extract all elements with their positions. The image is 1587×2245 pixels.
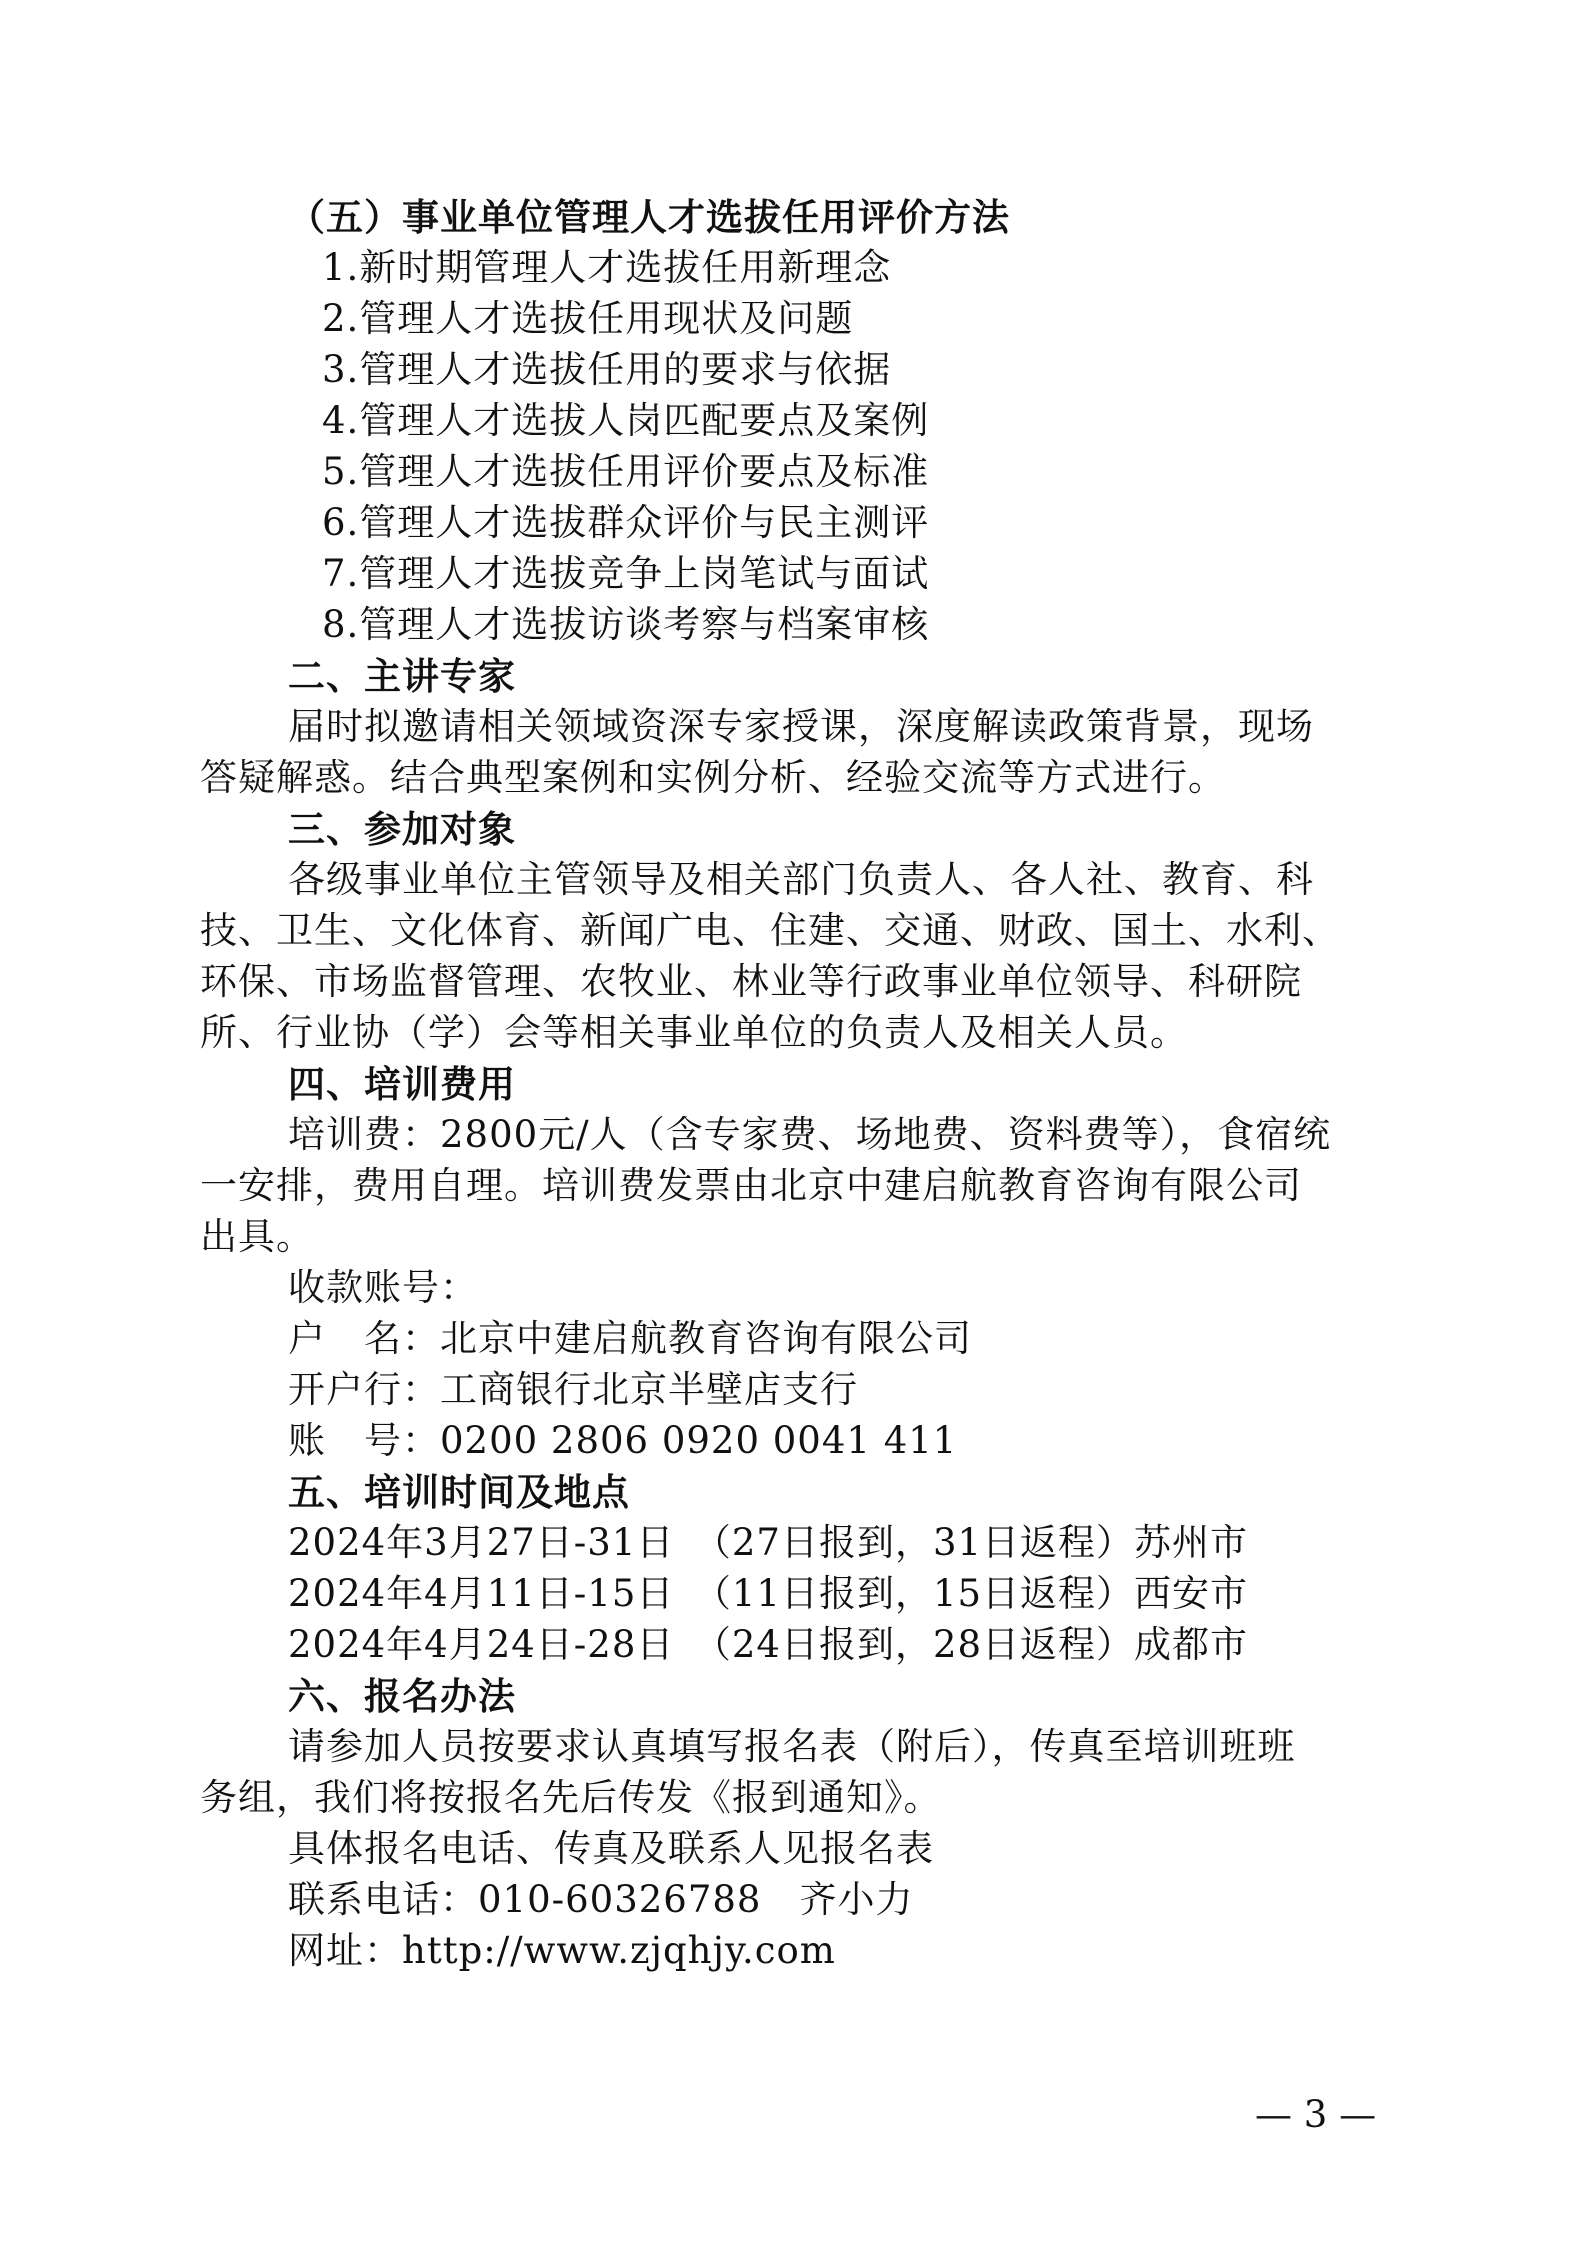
schedule-heading: 五、培训时间及地点 bbox=[288, 1470, 630, 1514]
registration-paragraph-line: 请参加人员按要求认真填写报名表（附后），传真至培训班班 bbox=[288, 1725, 1296, 1768]
registration-note: 具体报名电话、传真及联系人见报名表 bbox=[288, 1827, 934, 1870]
account-title: 收款账号： bbox=[288, 1266, 478, 1309]
page-number: — 3 — bbox=[1255, 2093, 1377, 2136]
list-item: 6.管理人才选拔群众评价与民主测评 bbox=[322, 501, 930, 544]
participants-paragraph-line: 技、卫生、文化体育、新闻广电、住建、交通、财政、国土、水利、 bbox=[200, 909, 1340, 952]
experts-paragraph-line: 届时拟邀请相关领域资深专家授课，深度解读政策背景，现场 bbox=[288, 705, 1314, 748]
list-item: 5.管理人才选拔任用评价要点及标准 bbox=[322, 450, 930, 493]
section5-heading: （五）事业单位管理人才选拔任用评价方法 bbox=[288, 195, 1010, 239]
schedule-row: 2024年3月27日-31日 （27日报到，31日返程）苏州市 bbox=[288, 1521, 1249, 1564]
schedule-row: 2024年4月11日-15日 （11日报到，15日返程）西安市 bbox=[288, 1572, 1249, 1615]
list-item: 2.管理人才选拔任用现状及问题 bbox=[322, 297, 854, 340]
list-item: 7.管理人才选拔竞争上岗笔试与面试 bbox=[322, 552, 930, 595]
participants-paragraph-line: 所、行业协（学）会等相关事业单位的负责人及相关人员。 bbox=[200, 1011, 1188, 1054]
account-name: 户 名：北京中建启航教育咨询有限公司 bbox=[288, 1317, 972, 1360]
registration-heading: 六、报名办法 bbox=[288, 1674, 516, 1718]
account-number: 账 号：0200 2806 0920 0041 411 bbox=[288, 1419, 958, 1462]
bank-name: 开户行：工商银行北京半壁店支行 bbox=[288, 1368, 858, 1411]
list-item: 1.新时期管理人才选拔任用新理念 bbox=[322, 246, 892, 289]
participants-paragraph-line: 各级事业单位主管领导及相关部门负责人、各人社、教育、科 bbox=[288, 858, 1314, 901]
participants-paragraph-line: 环保、市场监督管理、农牧业、林业等行政事业单位领导、科研院 bbox=[200, 960, 1302, 1003]
website-link[interactable]: 网址：http://www.zjqhjy.com bbox=[288, 1929, 836, 1972]
list-item: 8.管理人才选拔访谈考察与档案审核 bbox=[322, 603, 930, 646]
fees-paragraph-line: 一安排，费用自理。培训费发票由北京中建启航教育咨询有限公司 bbox=[200, 1164, 1302, 1207]
experts-paragraph-line: 答疑解惑。结合典型案例和实例分析、经验交流等方式进行。 bbox=[200, 756, 1226, 799]
experts-heading: 二、主讲专家 bbox=[288, 654, 516, 698]
fees-paragraph-line: 培训费：2800元/人（含专家费、场地费、资料费等），食宿统 bbox=[288, 1113, 1332, 1156]
contact-phone: 联系电话：010-60326788 齐小力 bbox=[288, 1878, 914, 1921]
list-item: 3.管理人才选拔任用的要求与依据 bbox=[322, 348, 892, 391]
participants-heading: 三、参加对象 bbox=[288, 807, 516, 851]
fees-paragraph-line: 出具。 bbox=[200, 1215, 314, 1258]
schedule-row: 2024年4月24日-28日 （24日报到，28日返程）成都市 bbox=[288, 1623, 1249, 1666]
fees-heading: 四、培训费用 bbox=[288, 1062, 516, 1106]
list-item: 4.管理人才选拔人岗匹配要点及案例 bbox=[322, 399, 930, 442]
registration-paragraph-line: 务组，我们将按报名先后传发《报到通知》。 bbox=[200, 1776, 942, 1819]
